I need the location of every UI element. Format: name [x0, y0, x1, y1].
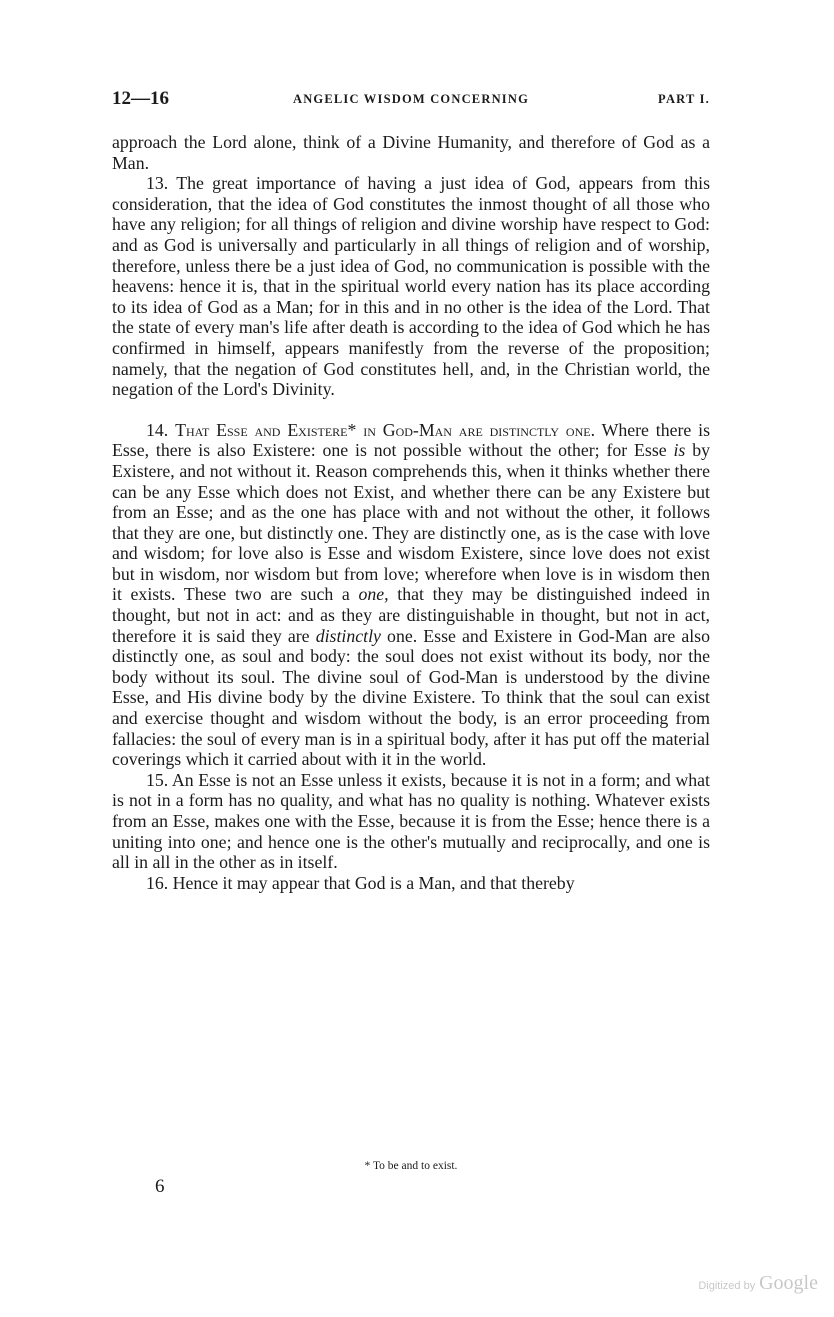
part-label: PART I. — [658, 92, 710, 106]
paragraph-14-text-c: that they may be distinguished indeed in thought, but not in act: and as they are distinguishable in thought, but not in act, therefore it is said they are — [112, 584, 710, 646]
paragraph-continuation: approach the Lord alone, think of a Divine Humanity, and therefore of God as a Man. — [112, 132, 710, 173]
running-title: ANGELIC WISDOM CONCERNING — [292, 92, 530, 106]
paragraph-15: 15. An Esse is not an Esse unless it exists, because it is not in a form; and what is not in a form has no quality, and what has no quality is nothing. Whatever exists from an Esse, makes one with the Esse, because it is from the Esse; hence there is a uniting into one; and hence one is the other's mutually and reciprocally, and one is all in all in the other as in itself. — [112, 769, 710, 873]
paragraph-14-text-a: Where there is Esse, there is also Existere: one is not possible without the other; for Esse — [112, 419, 711, 461]
emphasis-distinctly: distinctly — [315, 625, 381, 646]
page-number: 6 — [155, 1176, 165, 1197]
section-heading: That Esse and Existere* in God-Man are distinctly one. — [175, 419, 596, 440]
paragraph-14 — [112, 420, 710, 770]
paragraph-14-text-b: by Existere, and not without it. Reason comprehends this, when it thinks whether there can be any Esse which does not Exist, and whether there can be any Existere but from an Esse; and as the one has place with and not without the other, it follows that they are one, but distinctly one. They are distinctly one, as is the case with love and wisdom; for love also is Esse and wisdom Existere, since love does not exist but in wisdom, nor wisdom but from love; wherefore when love is in wisdom then it exists. These two are such a — [112, 440, 710, 605]
paragraph-16: 16. Hence it may appear that God is a Man, and that thereby — [146, 872, 575, 893]
paragraph-14-text-d: one. Esse and Existere in God-Man are also distinctly one, as soul and body: the soul does not exist without its body, nor the body without its soul. The divine soul of God-Man is understood by the divine Esse, and His divine body by the divine Existere. To think that the soul can exist and exercise thought and wisdom without the body, is an error proceeding from fallacies: the soul of every man is in a spiritual body, after it has put off the material coverings which it carried about with it in the world. — [112, 625, 710, 770]
emphasis-is: is — [673, 440, 686, 461]
page-range: 12—16 — [112, 88, 169, 109]
body-text — [112, 132, 710, 893]
section-number: 14. — [146, 419, 169, 440]
paragraph-13: 13. The great importance of having a just idea of God, appears from this consideration, that the idea of God constitutes the inmost thought of all those who have any religion; for all things of religion and divine worship have respect to God: and as God is universally and particularly in all things of religion and of worship, therefore, unless there be a just idea of God, no communication is possible with the heavens: hence it is, that in the spiritual world every nation has its place according to its idea of God as a Man; for in this and in no other is the idea of the Lord. That the state of every man's life after death is according to the idea of God which he has confirmed in himself, appears manifestly from the reverse of the proposition; namely, that the negation of God constitutes hell, and, in the Christian world, the negation of the Lord's Divinity. — [112, 173, 710, 400]
running-header — [112, 88, 710, 114]
footnote: * To be and to exist. — [364, 1160, 458, 1172]
digitization-watermark — [698, 1272, 818, 1295]
emphasis-one: one, — [358, 584, 389, 605]
watermark-prefix: Digitized by — [698, 1280, 756, 1292]
watermark-brand: Google — [759, 1272, 818, 1294]
